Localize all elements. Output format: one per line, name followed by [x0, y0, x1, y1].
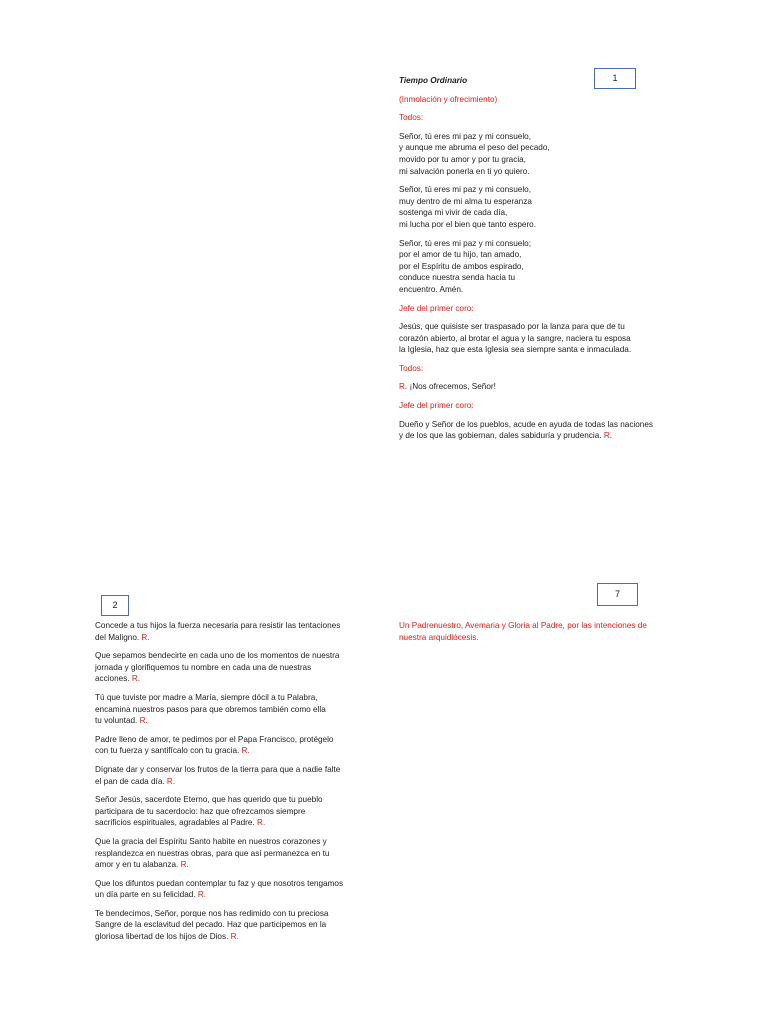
petition-line: gloriosa libertad de los hijos de Dios.: [95, 932, 229, 942]
hymn-stanza-3: [399, 238, 684, 296]
response-line: [399, 381, 684, 393]
verse-line: muy dentro de mi alma tu esperanza: [399, 196, 532, 206]
petition: [95, 620, 380, 643]
response-marker: R.: [137, 716, 148, 726]
verse-line: y aunque me abruma el peso del pecado,: [399, 143, 550, 153]
petition-line: con tu fuerza y santifícalo con tu gracia.: [95, 746, 240, 756]
verse-line: encuentro. Amén.: [399, 284, 464, 294]
quadrant-intenciones: [399, 620, 684, 650]
page-number-box-1: 1: [594, 68, 636, 89]
petition-line: sacrificios espirituales, agradables al Padre.: [95, 818, 255, 828]
verse-line: Señor, tú eres mi paz y mi consuelo,: [399, 131, 531, 141]
response-text: ¡Nos ofrecemos, Señor!: [407, 382, 496, 392]
petition-line: Te bendecimos, Señor, porque nos has redimido con tu preciosa: [95, 908, 329, 918]
verse-line: Señor, tú eres mi paz y mi consuelo,: [399, 185, 531, 195]
petition-line: amor y en tu alabanza.: [95, 860, 179, 870]
petition-line: encamina nuestros pasos para que obremos también como ella: [95, 704, 326, 714]
response-marker: R.: [195, 890, 207, 900]
petition-line: resplandezca en nuestras obras, para que así permanezca en tu: [95, 848, 330, 858]
petition-line: participara de tu sacerdocio: haz que ofrezcamos siempre: [95, 806, 306, 816]
prayer-line: la Iglesia, haz que esta Iglesia sea siempre santa e inmaculada.: [399, 345, 632, 355]
section-title: Tiempo Ordinario: [399, 76, 468, 85]
petition-line: Que sepamos bendecirte en cada uno de los momentos de nuestra: [95, 651, 340, 661]
verse-line: mi lucha por el bien que tanto espero.: [399, 219, 537, 229]
closing-rubric: [399, 620, 684, 643]
rubric-jefe: Jefe del primer coro:: [399, 401, 474, 411]
hymn-stanza-1: [399, 131, 684, 177]
petition-line: acciones.: [95, 674, 130, 684]
petition-line: Sangre de la esclavitud del pecado. Haz que participemos en la: [95, 920, 327, 930]
prayer-line: y de los que las gobiernan, dales sabiduría y prudencia.: [399, 431, 602, 441]
petition-line: Dígnate dar y conservar los frutos de la tierra para que a nadie falte: [95, 764, 341, 774]
quadrant-preces: [95, 620, 380, 950]
response-marker: R.: [239, 746, 250, 756]
petition: [95, 764, 380, 787]
response-marker: R.: [178, 860, 189, 870]
petition-line: del Maligno.: [95, 632, 140, 642]
rubric-line: nuestra arquidiócesis.: [399, 632, 479, 642]
petition: [95, 878, 380, 901]
petition-line: Tú que tuviste por madre a María, siempre dócil a tu Palabra,: [95, 692, 318, 702]
petition: [95, 794, 380, 829]
petition: [95, 734, 380, 757]
response-marker: R.: [139, 632, 150, 642]
section-subtitle: (Inmolación y ofrecimiento): [399, 94, 498, 104]
verse-line: por el amor de tu hijo, tan amado,: [399, 250, 522, 260]
verse-line: por el Espíritu de ambos espirado,: [399, 261, 524, 271]
prayer-line: corazón abierto, al brotar el agua y la sangre, naciera tu esposa: [399, 333, 631, 343]
page-number-box-2: 2: [101, 595, 129, 616]
petition: [95, 908, 380, 943]
response-marker: R.: [254, 818, 266, 828]
response-marker: R.: [399, 382, 408, 392]
page-number-box-7: 7: [597, 583, 638, 606]
verse-line: sostenga mi vivir de cada día,: [399, 208, 508, 218]
rubric-todos: Todos:: [399, 113, 424, 123]
verse-line: movido por tu amor y por tu gracia,: [399, 154, 526, 164]
hymn-stanza-2: [399, 184, 684, 230]
petition-line: jornada y glorifiquemos tu nombre en cada una de nuestras: [95, 662, 312, 672]
prayer-line: Jesús, que quisiste ser traspasado por la lanza para que de tu: [399, 322, 625, 332]
petition-line: un día parte en su felicidad.: [95, 890, 196, 900]
quadrant-ofrecimiento: [399, 75, 684, 449]
petition-line: Que los difuntos puedan contemplar tu faz y que nosotros tengamos: [95, 878, 344, 888]
petition-line: Concede a tus hijos la fuerza necesaria para resistir las tentaciones: [95, 621, 341, 630]
petition-line: Señor Jesús, sacerdote Eterno, que has querido que tu pueblo: [95, 795, 323, 805]
response-marker: R.: [164, 776, 176, 786]
prayer-jesus: [399, 321, 684, 356]
petition: [95, 692, 380, 727]
petition: [95, 650, 380, 685]
rubric-todos: Todos:: [399, 363, 424, 373]
verse-line: mi salvación ponerla en ti yo quiero.: [399, 166, 530, 176]
prayer-dueno: [399, 419, 684, 442]
response-marker: R.: [228, 932, 239, 942]
response-marker: R.: [129, 674, 141, 684]
response-marker: R.: [601, 431, 613, 441]
prayer-line: Dueño y Señor de los pueblos, acude en ayuda de todas las naciones: [399, 419, 653, 429]
petition-line: Que la gracia del Espíritu Santo habite en nuestros corazones y: [95, 836, 327, 846]
verse-line: Señor, tú eres mi paz y mi consuelo;: [399, 238, 531, 248]
petition-line: Padre lleno de amor, te pedimos por el Papa Francisco, protégelo: [95, 734, 334, 744]
verse-line: conduce nuestra senda hacia tu: [399, 273, 516, 283]
petition-line: tu voluntad.: [95, 716, 138, 726]
rubric-jefe: Jefe del primer coro:: [399, 303, 474, 313]
petition-line: el pan de cada día.: [95, 776, 165, 786]
petition: [95, 836, 380, 871]
rubric-line: Un Padrenuestro, Avemaria y Gloria al Padre, por las intenciones de: [399, 621, 647, 630]
